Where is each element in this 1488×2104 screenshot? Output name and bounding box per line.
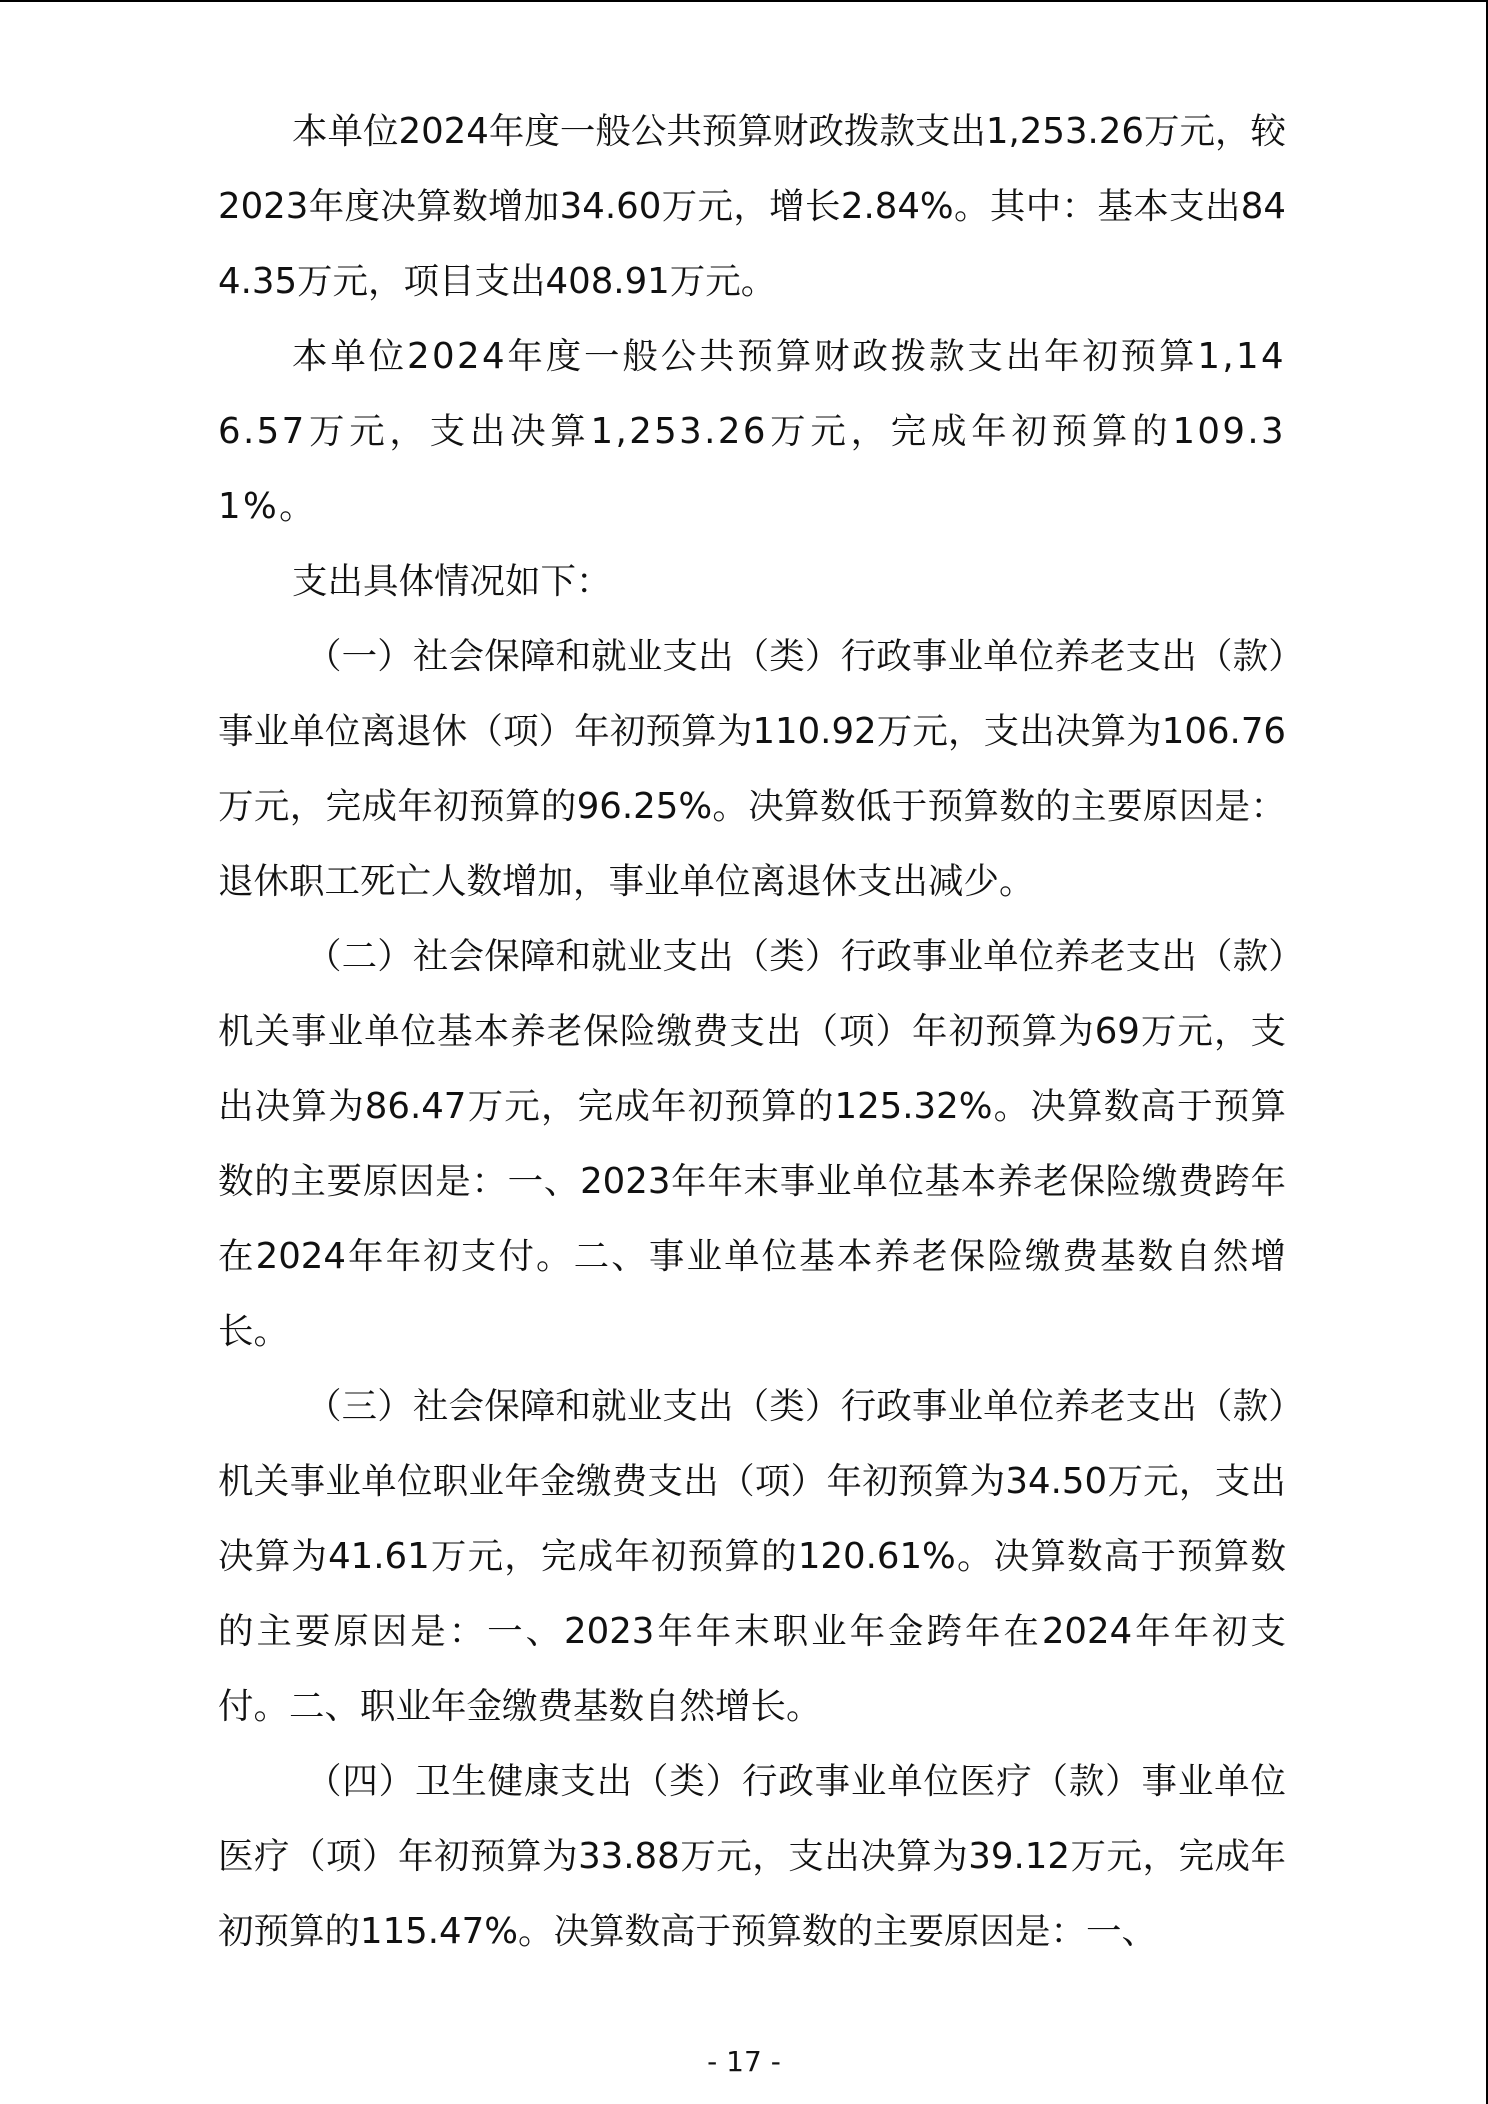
paragraph-details-intro: 支出具体情况如下： — [292, 561, 612, 602]
paragraph-item-3-occupational-annuity: （三）社会保障和就业支出（类）行政事业单位养老支出（款）机关事业单位职业年金缴费支出（项）年初预算为34.50万元，支出决算为41.61万元，完成年初预算的120.61%。决算数高于预算数的主要原因是：一、2023年年末职业年金跨年在2024年年初支付。二、职业年金缴费基数自然增长。 — [218, 1386, 1286, 1727]
paragraph-item-2-pension-insurance: （二）社会保障和就业支出（类）行政事业单位养老支出（款）机关事业单位基本养老保险缴费支出（项）年初预算为69万元，支出决算为86.47万元，完成年初预算的125.32%。决算数高于预算数的主要原因是：一、2023年年末事业单位基本养老保险缴费跨年在2024年年初支付。二、事业单位基本养老保险缴费基数自然增长。 — [218, 936, 1286, 1352]
page-number: - 17 - — [707, 2045, 781, 2078]
document-body — [218, 94, 1286, 1969]
paragraph-item-4-medical: （四）卫生健康支出（类）行政事业单位医疗（款）事业单位医疗（项）年初预算为33.88万元，支出决算为39.12万元，完成年初预算的115.47%。决算数高于预算数的主要原因是：一、 — [218, 1761, 1286, 1952]
paragraph-item-1-retirement: （一）社会保障和就业支出（类）行政事业单位养老支出（款）事业单位离退休（项）年初预算为110.92万元，支出决算为106.76万元，完成年初预算的96.25%。决算数低于预算数的主要原因是：退休职工死亡人数增加，事业单位离退休支出减少。 — [218, 636, 1286, 902]
paragraph-budget-completion: 本单位2024年度一般公共预算财政拨款支出年初预算1,146.57万元，支出决算1,253.26万元，完成年初预算的109.31%。 — [218, 336, 1286, 527]
paragraph-expenditure-summary: 本单位2024年度一般公共预算财政拨款支出1,253.26万元，较2023年度决算数增加34.60万元，增长2.84%。其中：基本支出844.35万元，项目支出408.91万元。 — [218, 111, 1286, 302]
